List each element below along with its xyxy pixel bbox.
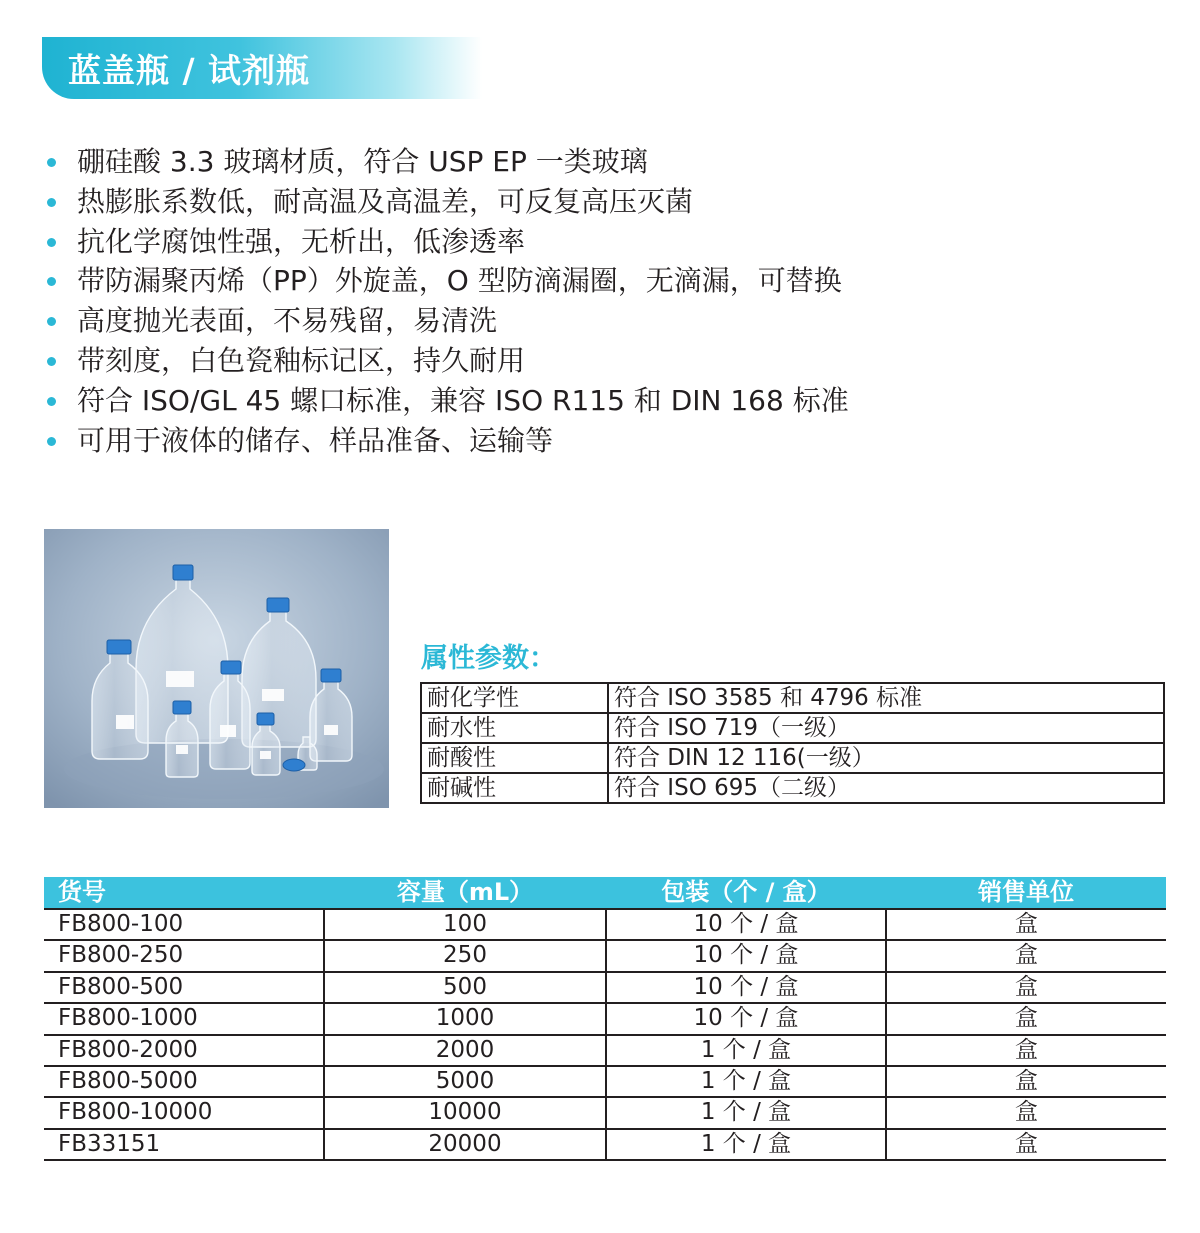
product-photo xyxy=(44,529,389,808)
sales-unit-cell: 盒 xyxy=(886,972,1166,1003)
capacity-cell: 5000 xyxy=(324,1066,606,1097)
property-name: 耐酸性 xyxy=(421,743,608,773)
packing-cell: 1 个 / 盒 xyxy=(606,1097,886,1128)
table-row xyxy=(44,972,1166,1003)
packing-cell: 10 个 / 盒 xyxy=(606,1003,886,1034)
table-row xyxy=(44,1003,1166,1034)
feature-item xyxy=(44,301,849,341)
packing-cell: 10 个 / 盒 xyxy=(606,972,886,1003)
capacity-cell: 500 xyxy=(324,972,606,1003)
table-row xyxy=(44,940,1166,971)
item-no-cell: FB800-2000 xyxy=(44,1035,324,1066)
capacity-cell: 100 xyxy=(324,909,606,940)
bullet-dot-icon xyxy=(47,198,56,207)
feature-item xyxy=(44,381,849,421)
table-row xyxy=(44,1066,1166,1097)
feature-text: 带防漏聚丙烯（PP）外旋盖，O 型防滴漏圈，无滴漏，可替换 xyxy=(77,264,842,298)
item-no-cell: FB800-100 xyxy=(44,909,324,940)
properties-table xyxy=(420,682,1165,804)
feature-item xyxy=(44,142,849,182)
bullet-dot-icon xyxy=(47,238,56,247)
property-value: 符合 ISO 719（一级） xyxy=(608,713,1164,743)
header-sales-unit: 销售单位 xyxy=(886,877,1166,909)
feature-text: 带刻度，白色瓷釉标记区，持久耐用 xyxy=(77,343,526,377)
item-no-cell: FB800-5000 xyxy=(44,1066,324,1097)
properties-heading: 属性参数： xyxy=(421,643,556,674)
sales-unit-cell: 盒 xyxy=(886,1097,1166,1128)
table-row xyxy=(44,909,1166,940)
capacity-cell: 10000 xyxy=(324,1097,606,1128)
table-row xyxy=(44,1097,1166,1128)
feature-text: 抗化学腐蚀性强，无析出，低渗透率 xyxy=(77,224,526,258)
item-no-cell: FB800-500 xyxy=(44,972,324,1003)
packing-cell: 10 个 / 盒 xyxy=(606,940,886,971)
property-name: 耐碱性 xyxy=(421,773,608,803)
page-title: 蓝盖瓶 / 试剂瓶 xyxy=(68,51,311,90)
item-no-cell: FB33151 xyxy=(44,1129,324,1160)
table-row xyxy=(44,1129,1166,1160)
feature-item xyxy=(44,341,849,381)
item-no-cell: FB800-10000 xyxy=(44,1097,324,1128)
packing-cell: 10 个 / 盒 xyxy=(606,909,886,940)
feature-text: 可用于液体的储存、样品准备、运输等 xyxy=(77,423,554,457)
bullet-dot-icon xyxy=(47,357,56,366)
bullet-dot-icon xyxy=(47,158,56,167)
table-row xyxy=(421,743,1164,773)
sales-unit-cell: 盒 xyxy=(886,940,1166,971)
feature-item xyxy=(44,182,849,222)
capacity-cell: 1000 xyxy=(324,1003,606,1034)
product-table xyxy=(44,877,1166,1161)
property-value: 符合 ISO 3585 和 4796 标准 xyxy=(608,683,1164,713)
packing-cell: 1 个 / 盒 xyxy=(606,1035,886,1066)
feature-text: 硼硅酸 3.3 玻璃材质，符合 USP EP 一类玻璃 xyxy=(77,145,648,178)
sales-unit-cell: 盒 xyxy=(886,1066,1166,1097)
table-row xyxy=(421,713,1164,743)
bullet-dot-icon xyxy=(47,397,56,406)
feature-item xyxy=(44,261,849,301)
packing-cell: 1 个 / 盒 xyxy=(606,1066,886,1097)
table-row xyxy=(44,1035,1166,1066)
capacity-cell: 250 xyxy=(324,940,606,971)
table-row xyxy=(421,683,1164,713)
sales-unit-cell: 盒 xyxy=(886,1035,1166,1066)
header-packing: 包装（个 / 盒） xyxy=(606,877,886,909)
bullet-dot-icon xyxy=(47,437,56,446)
property-name: 耐化学性 xyxy=(421,683,608,713)
feature-list xyxy=(44,142,849,460)
sales-unit-cell: 盒 xyxy=(886,1129,1166,1160)
property-name: 耐水性 xyxy=(421,713,608,743)
item-no-cell: FB800-1000 xyxy=(44,1003,324,1034)
sales-unit-cell: 盒 xyxy=(886,1003,1166,1034)
capacity-cell: 20000 xyxy=(324,1129,606,1160)
feature-item xyxy=(44,421,849,461)
feature-text: 热膨胀系数低，耐高温及高温差，可反复高压灭菌 xyxy=(77,184,694,218)
property-value: 符合 DIN 12 116(一级） xyxy=(608,743,1164,773)
item-no-cell: FB800-250 xyxy=(44,940,324,971)
packing-cell: 1 个 / 盒 xyxy=(606,1129,886,1160)
header-capacity: 容量（mL） xyxy=(324,877,606,909)
table-header-row xyxy=(44,877,1166,909)
property-value: 符合 ISO 695（二级） xyxy=(608,773,1164,803)
header-item-no: 货号 xyxy=(44,877,324,909)
feature-text: 高度抛光表面，不易残留，易清洗 xyxy=(77,304,498,338)
capacity-cell: 2000 xyxy=(324,1035,606,1066)
table-row xyxy=(421,773,1164,803)
feature-item xyxy=(44,222,849,262)
feature-text: 符合 ISO/GL 45 螺口标准，兼容 ISO R115 和 DIN 168 标准 xyxy=(77,383,849,417)
sales-unit-cell: 盒 xyxy=(886,909,1166,940)
bullet-dot-icon xyxy=(47,277,56,286)
bullet-dot-icon xyxy=(47,317,56,326)
